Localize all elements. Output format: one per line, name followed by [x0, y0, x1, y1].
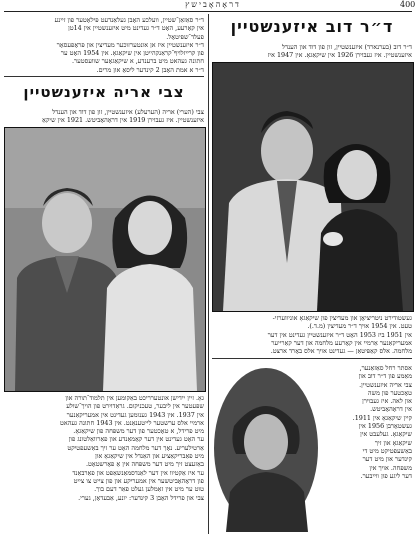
text-line: און לאה. איז געבוירן: [362, 397, 412, 406]
text-line: ארמיי אלס ערשטער לייטענאַנט. אין 1943 חתונה געהאט: [60, 418, 204, 427]
text-line: באַשעפטיקט מיט די: [362, 446, 412, 455]
dov-intro: [212, 43, 412, 60]
text-line: מיט פרידל, א טאָכטער פון דער משפּחה פון שיקאַגאָ.: [73, 427, 204, 436]
dov-wedding-photo: [212, 62, 414, 312]
text-line: ד״ר א אמת האָבן 2 קינדער ליסאַ און מרים.: [96, 65, 204, 74]
text-line: אמעריקאַנער אַרמיי אין קאָרעע מלחמה און דער קאַרייער: [271, 338, 412, 347]
zvi-body: [4, 394, 204, 502]
text-line: שיקאַגאָ. געלעבט אין: [360, 430, 412, 439]
text-line: ער האָט געדינט אין דער קאָמאַנדע און פאַרוואַלטונג פון: [68, 435, 204, 444]
text-line: פון דראָהאָביטשער אין אמעריקע און פון צייט צו צייט: [73, 476, 204, 485]
zvi-article-title: צבי אריה איזענשטיין: [23, 83, 185, 101]
rachel-portrait-photo: [212, 364, 320, 532]
page-header: [0, 0, 416, 14]
text-line: חתונה געהאט מיט ברענדע, א שיקאַגאָער שוועסטער.: [72, 57, 204, 66]
text-line: אין 1951 ביז 1953 האָט ד״ר איזענשטיין געדינט אין דער: [267, 330, 412, 339]
text-line: מיט פאַבריקאַציע און האַנדל אין שיקאַגאָ און: [95, 452, 204, 461]
text-line: אין דראָהאָביטש.: [370, 405, 412, 414]
text-line: מאַמע פון ד״ר דוב און: [358, 372, 412, 381]
text-line: קינדער און מיט דער: [362, 455, 412, 464]
text-line: ד״ר סאַזאַן־שטיין, וועלכע האָבן געלאַנדעט פּילאָטער פון זיינע: [54, 16, 204, 24]
text-line: איזענשטיין. איז געבוירן 1926 אין שיקאַגאָ. אין 1947 איז: [267, 51, 412, 60]
rachel-text: [324, 364, 412, 480]
text-line: ד״ר דוב (בערנארד) איזענשטיין, זון פון דוד און הענדל: [282, 43, 412, 51]
text-line: געשטאָרבן 1956 אין: [358, 422, 412, 431]
zvi-wedding-photo: [4, 127, 206, 392]
text-line: אַרטילעריע. נאָך דער מלחמה האָט ער זיך באַשעפטיקט: [67, 443, 204, 452]
text-line: מלחמה. אלס קאַפּיטאַן — געדינט אויך אלס באָרד ארצט.: [270, 347, 412, 356]
text-line: משפּחה. אויך אין: [369, 463, 412, 472]
text-line: פעלד־שפּיטאָל.: [166, 32, 204, 41]
dov-article-title: ד״ר דוב איזענשטיין: [230, 17, 394, 36]
text-line: באַזעצט זיך מיט דער משפּחה אין אַ פאָרשטאָט.: [85, 460, 204, 469]
text-line: פון קרייזלויף־קראַנקהייטן אין שיקאַגאָ. אין 1954 האָט ער: [60, 49, 204, 58]
text-line: צבי אריה איזענשטיין.: [359, 380, 412, 389]
text-line: טעט. אין 1954 אויך ד״ר מעדיצין (מ.ד.).: [307, 322, 412, 331]
text-line: ער איז אַקטיוו אין דער לאַנדסמאַנשאַפט און פאַרבאַנד: [72, 468, 204, 477]
page-number: 400: [400, 0, 416, 9]
section-rule: [4, 76, 204, 77]
text-line: טאָכטער פון משה: [367, 388, 412, 397]
section-rule: [212, 358, 412, 359]
running-title: דראָהאָבישץ: [185, 0, 241, 9]
text-line: ד״ר איזענשטיין איז אן אונטערזוכער מעדיצין און פּראָפעסאָר: [56, 40, 204, 49]
text-line: שיקאַגאָ און זיך: [374, 438, 412, 447]
dov-caption: [212, 314, 412, 355]
text-line: אין קאָרעע, האָט ד״ר געדינט מיט איזענשטיין אין 14טן: [68, 24, 204, 33]
text-line: צבי און פרידל האָבן 3 קינדער: יונע, אַבעדאָן, גערי.: [78, 493, 204, 502]
text-line: איזענשטיין. איז געבוירן 1919 אין דראָהאָביטש. 1921 אין שיקאַ: [42, 116, 204, 125]
left-top-text: [4, 16, 204, 74]
text-line: דער ליגע פון ווייבער.: [360, 471, 412, 480]
text-line: אסתר רחל סאַזאַנער,: [359, 364, 412, 372]
text-line: טוט ער מיט אין זאַמלען געלט פאַר דעם בוך.: [94, 485, 204, 494]
zvi-intro: [4, 108, 204, 125]
text-line: שפּעטער אין ליבער, טעכניקום. גראַדויִרט פון הויך־שולע: [66, 402, 204, 411]
header-rule: [4, 11, 412, 12]
text-line: גאָ. זיין יידישן אונטערריכט באַקומען אין תלמוד־תורה און: [65, 394, 204, 402]
text-line: געשטודירט ניטריציאָן און מעדיצין פון שיקאַגאָ אוניווערזי-: [272, 314, 412, 322]
text-line: אין 1937. אין 1943 גענומען געדינט אין אמעריקאַנער: [66, 410, 204, 419]
column-divider: [208, 14, 209, 534]
text-line: צבי (הערי) אריה (הערעלע) איזענשטיין, זון פון דוד און הענדל: [52, 108, 204, 116]
text-line: קיין שיקאַגאָ אין 1911.: [352, 413, 412, 422]
